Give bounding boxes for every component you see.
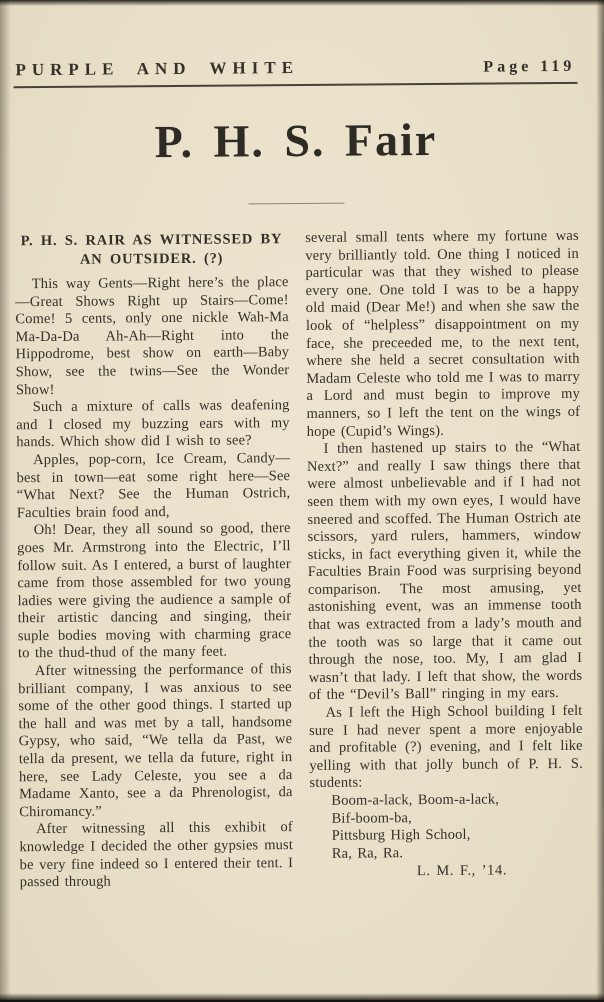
cheer-line: Boom-a-lack, Boom-a-lack, — [331, 791, 500, 809]
section-heading — [15, 230, 289, 270]
title-divider — [248, 203, 344, 205]
running-head — [13, 56, 577, 88]
column-right — [305, 228, 584, 890]
paragraph: Such a mixture of calls was deafening and I closed my buzzing ears with my hands. Which show did I wish to see? — [16, 397, 290, 451]
author-signature: L. M. F., ’14. — [416, 862, 508, 880]
section-heading-line1: P. H. S. RAIR AS WITNESSED BY — [20, 231, 283, 250]
column-left — [15, 230, 294, 892]
section-heading-line2: AN OUTSIDER. (?) — [79, 250, 224, 268]
paragraph: After witnessing all this exhibit of knowledge I decided the other gypsies must be very fine indeed so I entered their tent. I passed through — [19, 819, 294, 891]
column-right-text — [305, 228, 583, 864]
article-title: P. H. S. Fair — [154, 113, 438, 168]
paragraph: several small tents where my fortune was very brilliantly told. One thing I noticed in particular was that they wished to please every one. One told I was to be a happy old maid (Dear Me!) and when she saw the look of “helpless” disappointment on my face, she preceeded me, to the next tent, where she held a secret consultation with Madam Celeste who told me I was to marry a Lord and must begin to improve my manners, so I left the tent on the wings of hope (Cupid’s Wings). — [305, 227, 581, 440]
paragraph: I then hastened up stairs to the “What Next?” and really I saw things there that were almost unbelievable and if I had not seen them with my own eyes, I would have sneered and scoffed. The Human Ostrich ate scissors, yard rulers, hammers, window sticks, in fact everything given it, while the Faculties Brain Food was surprising beyond comparison. The most amusing, yet astonishing event, was an immense tooth that was extracted from a lady’s mouth and the tooth was so large that it came out through the nose, too. My, I am glad I wasn’t that lady. I left that show, the words of the “Devil’s Ball” ringing in my ears. — [306, 438, 583, 704]
page-number: Page 119 — [483, 57, 576, 76]
article-body — [15, 228, 584, 892]
paragraph: As I left the High School building I felt sure I had never spent a more enjoyable and profitable (?) evening, and I felt like yelling with that jolly bunch of P. H. S. students: — [309, 702, 583, 792]
paper-name: PURPLE AND WHITE — [15, 58, 300, 80]
paragraph: Oh! Dear, they all sound so good, there goes Mr. Armstrong into the Electric, I’ll follow suit. As I entered, a burst of laughter came from those assembled for two young ladies were giving the audience a sample of their artistic dancing and singing, their suple bodies moving with charming grace to the thud-thud of the many feet. — [17, 520, 292, 662]
paragraph: This way Gents—Right here’s the place—Great Shows Right up Stairs—Come! Come! 5 cents, only one nickle Wah-Ma Ma-Da-Da Ah-Ah—Right into the Hippodrome, best show on earth—Baby Show, see the twins—See the Wonder Show! — [15, 274, 290, 398]
paragraph: After witnessing the performance of this brilliant company, I was anxious to see some of the other good things. I started up the hall and was met by a tall, handsome Gypsy, who said, “We tella da Past, we tella da present, we tella da future, right in here, see Lady Celeste, you see a da Madame Xanto, see a da Phrenologist, da Chiromancy.” — [18, 661, 293, 821]
cheer-line: Ra, Ra, Ra. — [331, 845, 404, 862]
cheer-line: Pittsburg High School, — [331, 826, 471, 844]
column-left-text — [15, 274, 293, 892]
paragraph: Apples, pop-corn, Ice Cream, Candy—best in town—eat some right here—See “What Next? See the Human Ostrich, Faculties brain food and, — [16, 450, 291, 521]
cheer-line: Bif-boom-ba, — [331, 809, 412, 827]
